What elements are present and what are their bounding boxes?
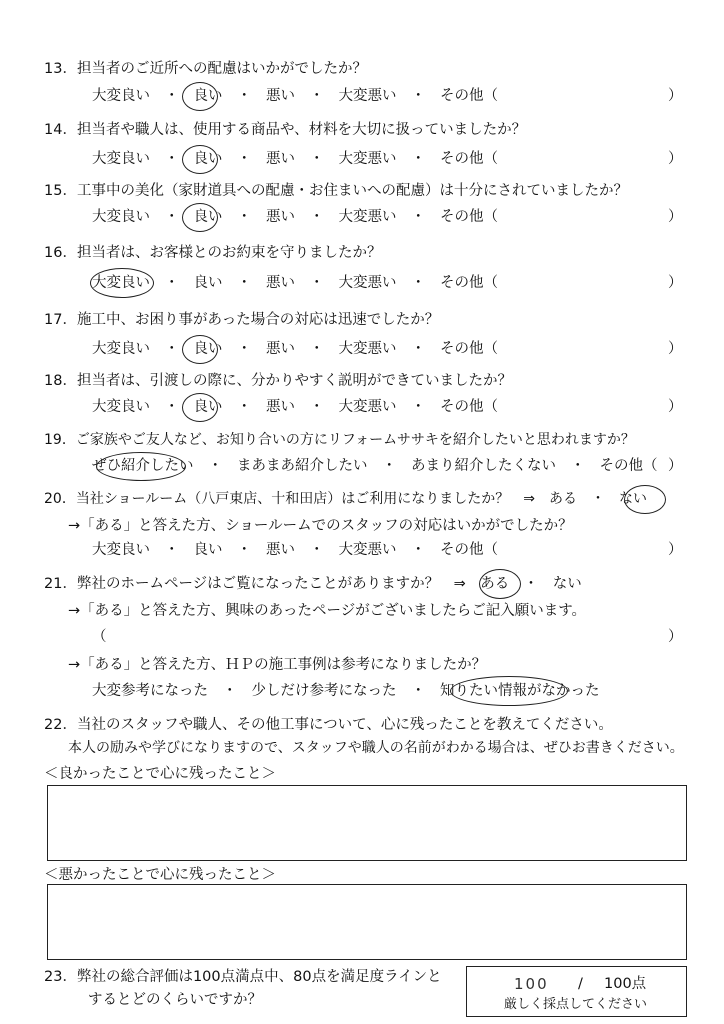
question-18: 18．担当者は、引渡しの際に、分かりやすく説明ができていましたか？ [44, 373, 512, 389]
score-max: 100点 [604, 976, 647, 992]
score-note: 厳しく採点してください [504, 997, 648, 1012]
close-paren-19: ） [668, 458, 683, 474]
question-19: 19．ご家族やご友人など、お知り合いの方にリフォームササキを紹介したいと思われますか？ [44, 432, 635, 448]
answer-options-21: 大変参考になった ・ 少しだけ参考になった ・ 知りたい情報がなかった [92, 683, 600, 699]
bad-comments-box[interactable] [47, 884, 687, 960]
close-paren-18: ） [668, 399, 683, 415]
close-paren-16: ） [668, 275, 683, 291]
question-21-followup-1: →「ある」と答えた方、興味のあったページがございましたらご記入願います。 [68, 603, 587, 619]
question-20-followup: →「ある」と答えた方、ショールームでのスタッフの対応はいかがでしたか？ [68, 518, 573, 534]
question-20: 20．当社ショールーム（八戸東店、十和田店）はご利用になりましたか？ ⇒ ある ・ ない [44, 491, 647, 507]
close-paren-13: ） [668, 88, 683, 104]
question-22: 22．当社のスタッフや職人、その他工事について、心に残ったことを教えてください。 [44, 717, 613, 733]
question-21: 21．弊社のホームページはご覧になったことがありますか？ ⇒ ある ・ ない [44, 576, 582, 592]
answer-options-17: 大変良い ・ 良い ・ 悪い ・ 大変悪い ・ その他（ [92, 341, 498, 357]
question-21-followup-2: →「ある」と答えた方、ＨＰの施工事例は参考になりましたか？ [68, 657, 487, 673]
close-paren-15: ） [668, 209, 683, 225]
answer-options-18: 大変良い ・ 良い ・ 悪い ・ 大変悪い ・ その他（ [92, 399, 498, 415]
answer-options-14: 大変良い ・ 良い ・ 悪い ・ 大変悪い ・ その他（ [92, 151, 498, 167]
good-comments-box[interactable] [47, 785, 687, 861]
question-17: 17．施工中、お困り事があった場合の対応は迅速でしたか？ [44, 312, 440, 328]
good-comments-label: ＜良かったことで心に残ったこと＞ [44, 766, 276, 782]
bad-comments-label: ＜悪かったことで心に残ったこと＞ [44, 867, 276, 883]
close-paren-14: ） [668, 151, 683, 167]
close-paren-20: ） [668, 542, 683, 558]
answer-options-20: 大変良い ・ 良い ・ 悪い ・ 大変悪い ・ その他（ [92, 542, 498, 558]
answer-options-13: 大変良い ・ 良い ・ 悪い ・ 大変悪い ・ その他（ [92, 88, 498, 104]
question-23-line1: 23．弊社の総合評価は100点満点中、80点を満足度ラインと [44, 969, 442, 985]
close-paren-17: ） [668, 341, 683, 357]
close-paren-21: ） [668, 629, 683, 645]
score-slash: / [578, 976, 583, 992]
question-14: 14．担当者や職人は、使用する商品や、材料を大切に扱っていましたか？ [44, 122, 527, 138]
question-22-line2: 本人の励みや学びになりますので、スタッフや職人の名前がわかる場合は、ぜひお書きください。 [68, 740, 684, 756]
question-23-line2: するとどのくらいですか？ [88, 992, 262, 1008]
score-value: 100 [514, 975, 549, 993]
question-13: 13．担当者のご近所への配慮はいかがでしたか？ [44, 61, 367, 77]
question-15: 15．工事中の美化（家財道具への配慮・お住まいへの配慮）は十分にされていましたか？ [44, 183, 628, 199]
open-paren-21: （ [92, 629, 107, 645]
answer-options-15: 大変良い ・ 良い ・ 悪い ・ 大変悪い ・ その他（ [92, 209, 498, 225]
question-16: 16．担当者は、お客様とのお約束を守りましたか？ [44, 245, 382, 261]
answer-options-16: 大変良い ・ 良い ・ 悪い ・ 大変悪い ・ その他（ [92, 275, 498, 291]
answer-options-19: ぜひ紹介したい ・ まあまあ紹介したい ・ あまり紹介したくない ・ その他（ [92, 458, 658, 474]
